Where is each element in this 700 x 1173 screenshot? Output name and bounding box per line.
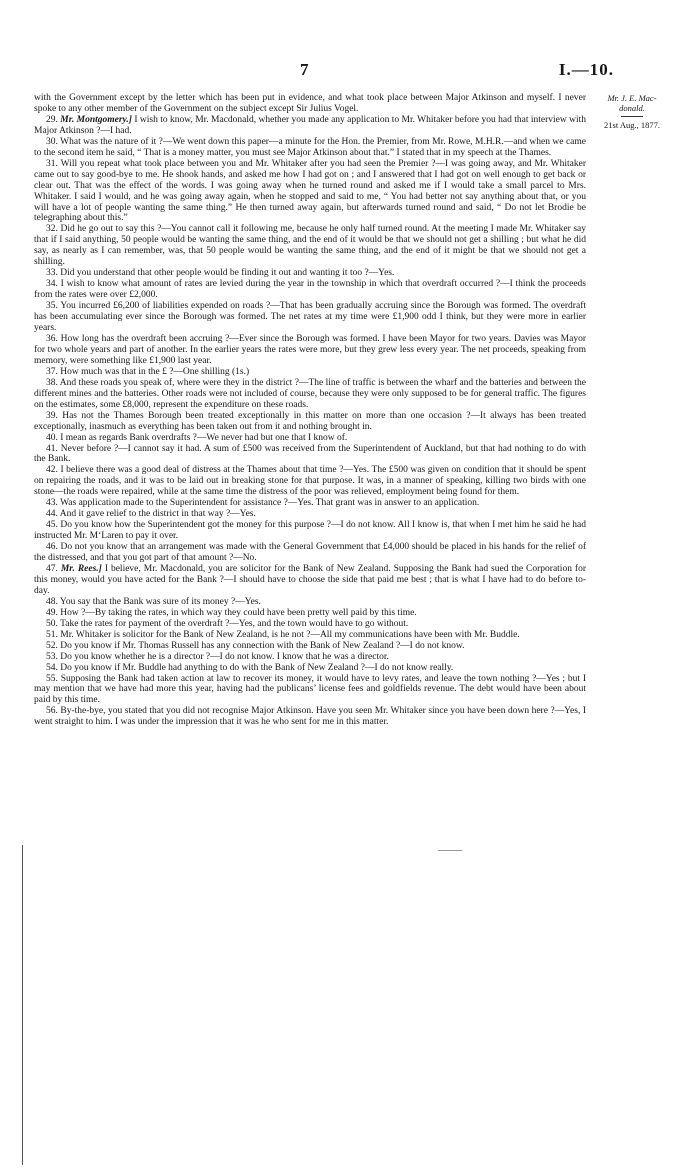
paragraph [34, 411, 586, 433]
testimony-date: 21st Aug., 1877. [604, 120, 660, 130]
paragraph [34, 674, 586, 707]
paragraph-text: Did he go out to say this ?—You cannot call it following me, because he only half turned round. At the meeting I made Mr. Whitaker say that if I said anything, 50 people would be wanting the same thing, and the end of it would be that we should not get a shilling ; but what he did say, as nearly as I can remember, was, that 50 people would be wanting the same thing, and the end of it might be that we should not get a shilling. [34, 224, 586, 268]
paragraph [34, 509, 586, 520]
left-margin-line [22, 845, 23, 1165]
paragraph-text: I believe there was a good deal of distress at the Thames about that time ?—Yes. The £500 was given on condition that it should be spent on repairing the roads, and it was to be laid out in breaking stone for that purpose. It was, in a manner of speaking, killing two birds with one stone—the roads were repaired, while at the same time the distress of the poor was relieved, employment being found for them. [34, 465, 587, 498]
paragraph [34, 433, 586, 444]
paragraph-text: How much was that in the £ ?—One shilling (1s.) [60, 366, 250, 377]
paragraph [34, 367, 586, 378]
paragraph-text: Has not the Thames Borough been treated exceptionally in this matter on more than one occasion ?—It always has been treated exceptionally, inasmuch as everything has been taken out from it and nothing brought in. [34, 410, 586, 432]
paragraph-text: Never before ?—I cannot say it had. A sum of £500 was received from the Superintendent of Auckland, but that had nothing to do with the Bank. [34, 443, 587, 465]
question-number: 42. [46, 465, 58, 476]
paragraph-text: How long has the overdraft been accruing ?—Ever since the Borough was formed. I have been Mayor for two years. Davies was Mayor for two whole years and part of another. In the earlier years the rates were more, but they grew less every year. The net proceeds, speaking from memory, were something like £1,900 last year. [34, 333, 586, 366]
witness-name-line1: Mr. J. E. Mac- [607, 93, 657, 103]
paragraph-text: What was the nature of it ?—We went down this paper—a minute for the Hon. the Premier, from Mr. Rowe, M.H.R.—and when we came to the second item he said, “ That is a money matter, you must see Major Atkinson about that.” I stated that in my speech at the Thames. [34, 136, 586, 158]
paragraph-text: I believe, Mr. Macdonald, you are solicitor for the Bank of New Zealand. Supposing the Bank had sued the Corporation for this money, would you have acted for the Bank ?—I should have to choose the side that paid me best ; that is what I have had to do before to-day. [34, 563, 587, 596]
paragraph [34, 444, 586, 466]
question-number: 52. [46, 640, 58, 651]
question-number: 48. [46, 596, 58, 607]
paragraph-text: Do you know whether he is a director ?—I do not know. I know that he was a director. [60, 651, 389, 662]
paragraph [34, 663, 586, 674]
paragraph [34, 542, 586, 564]
page-header [0, 60, 700, 82]
question-number: 31. [46, 158, 58, 169]
question-number: 39. [46, 410, 58, 421]
body-text [34, 93, 586, 728]
question-number: 47. [46, 563, 58, 574]
question-number: 35. [46, 301, 58, 312]
question-number: 43. [46, 498, 58, 509]
paragraph-text: Will you repeat what took place between you and Mr. Whitaker after you had seen the Premier ?—I was going away, and Mr. Whitaker came out to say good-bye to me. He shook hands, and asked me how I had got on ; and I answered that I had got on well enough to get back or clear out. That was the effect of the words. I was going away when he turned round and asked me if I would take a small parcel to Mrs. Whitaker. I said I would, and he was going away again, when he stopped and said to me, “ You had better not say anything about that, or you will have a lot of people wanting the same thing.” He then turned away again, but afterwards turned round and said, “ Do not let Brodie be telegraphing about this.” [34, 158, 586, 224]
end-mark [438, 850, 462, 851]
paragraph [34, 378, 586, 411]
paragraph [34, 137, 586, 159]
question-number: 33. [46, 268, 58, 279]
question-number: 36. [46, 333, 58, 344]
paragraph [34, 520, 586, 542]
paragraph-text: Do you know how the Superintendent got the money for this purpose ?—I do not know. All I know is, that when I met him he said he had instructed Mr. M‘Laren to pay it over. [34, 520, 587, 542]
paragraph [34, 93, 586, 115]
question-number: 51. [46, 629, 58, 640]
paragraph-text: By-the-bye, you stated that you did not recognise Major Atkinson. Have you seen Mr. Whitaker since you have been down here ?—Yes, I went straight to him. I was under the impression that it was he who sent for me in this matter. [34, 706, 587, 728]
paragraph [34, 268, 586, 279]
paragraph [34, 115, 586, 137]
question-number: 34. [46, 279, 58, 290]
question-number: 40. [46, 432, 58, 443]
question-number: 32. [46, 224, 58, 235]
paragraph [34, 159, 586, 225]
question-number: 29. [46, 114, 58, 125]
paragraph-text: Was application made to the Superintendent for assistance ?—Yes. That grant was in answer to an application. [60, 498, 480, 509]
paragraph [34, 465, 586, 498]
question-number: 46. [46, 542, 58, 553]
question-number: 50. [46, 618, 58, 629]
paragraph [34, 334, 586, 367]
question-number: 41. [46, 443, 58, 454]
question-number: 30. [46, 136, 58, 147]
paragraph [34, 498, 586, 509]
question-number: 37. [46, 366, 58, 377]
page-number: 7 [300, 60, 309, 79]
paragraph [34, 224, 586, 268]
question-number: 56. [46, 706, 58, 717]
paragraph-text: How ?—By taking the rates, in which way they could have been pretty well paid by this time. [60, 607, 417, 618]
paragraph [34, 619, 586, 630]
document-reference: I.—10. [558, 60, 614, 79]
paragraph [34, 279, 586, 301]
question-number: 54. [46, 662, 58, 673]
paragraph-text: I wish to know what amount of rates are levied during the year in the township in which that overdraft occurred ?—I think the proceeds from the rates were over £2,000. [34, 279, 587, 301]
question-number: 55. [46, 673, 58, 684]
margin-note [591, 93, 673, 130]
paragraph-text: Supposing the Bank had taken action at law to recover its money, it would have to levy rates, and leave the town nothing ?—Yes ; but I may mention that we have had more this year, having had the publicans’ license fees and goldfields revenue. The debt would have been about paid by this time. [34, 673, 586, 706]
paragraph-text: Do not you know that an arrangement was made with the General Government that £4,000 should be placed in his hands for the relief of the distressed, and that you got part of that amount ?—No. [34, 542, 586, 564]
paragraph [34, 564, 586, 597]
paragraph [34, 608, 586, 619]
paragraph-text: I mean as regards Bank overdrafts ?—We never had but one that I know of. [60, 432, 348, 443]
question-number: 38. [46, 377, 58, 388]
paragraph-text: You incurred £6,200 of liabilities expended on roads ?—That has been gradually accruing since the Borough was formed. The overdraft has been accumulating ever since the Borough was formed. The net rates at my time were £1,900 odd I think, but they were more in earlier years. [34, 301, 586, 334]
paragraph [34, 301, 586, 334]
question-number: 49. [46, 607, 58, 618]
paragraph-text: And these roads you speak of, where were they in the district ?—The line of traffic is between the wharf and the batteries and between the different mines and the batteries. Other roads were not included of course, because they were only supposed to be for general traffic. The figures on the estimates, some £8,000, represent the expenditure on these roads. [34, 377, 586, 410]
paragraph-text: I wish to know, Mr. Macdonald, whether you made any application to Mr. Whitaker before you had that interview with Major Atkinson ?—I had. [34, 114, 586, 136]
speaker-name: Mr. Rees.] [60, 563, 102, 574]
paragraph-text: Take the rates for payment of the overdraft ?—Yes, and the town would have to go without. [60, 618, 409, 629]
paragraph-text: Do you know if Mr. Thomas Russell has any connection with the Bank of New Zealand ?—I do not know. [60, 640, 465, 651]
paragraph-text: with the Government except by the letter which has been put in evidence, and what took place between Major Atkinson and myself. I never spoke to any other member of the Government on the subject except Sir Julius Vogel. [34, 93, 586, 114]
paragraph [34, 641, 586, 652]
question-number: 53. [46, 651, 58, 662]
paragraph [34, 597, 586, 608]
speaker-name: Mr. Montgomery.] [60, 114, 132, 125]
paragraph-text: And it gave relief to the district in that way ?—Yes. [59, 509, 256, 520]
question-number: 44. [46, 509, 58, 520]
paragraph-text: You say that the Bank was sure of its money ?—Yes. [59, 596, 261, 607]
paragraph [34, 706, 586, 728]
witness-name-line2: donald. [619, 103, 645, 113]
question-number: 45. [46, 520, 58, 531]
paragraph-text: Do you know if Mr. Buddle had anything to do with the Bank of New Zealand ?—I do not know really. [60, 662, 454, 673]
margin-rule [621, 116, 643, 117]
paragraph-text: Did you understand that other people would be finding it out and wanting it too ?—Yes. [60, 268, 395, 279]
paragraph [34, 652, 586, 663]
paragraph-text: Mr. Whitaker is solicitor for the Bank of New Zealand, is he not ?—All my communications have been with Mr. Buddle. [60, 629, 520, 640]
paragraph [34, 630, 586, 641]
